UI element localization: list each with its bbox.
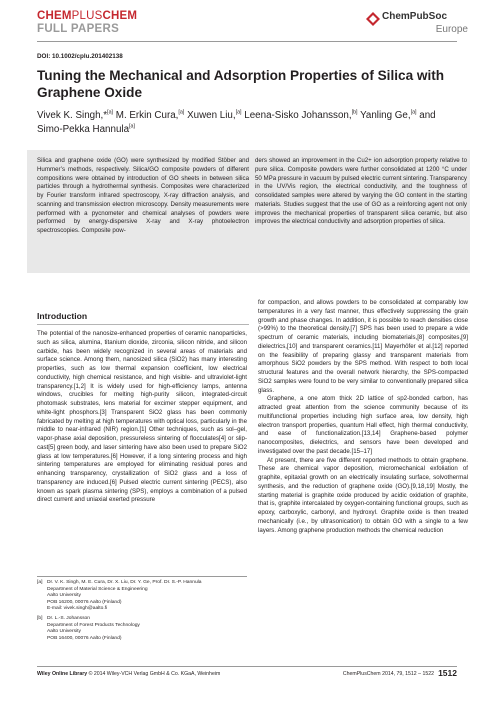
intro-paragraph-1: The potential of the nanosize-enhanced properties of ceramic nanoparticles, such as silica, alumina, titanium dioxide, zirconia, silicon nitride, and silicon carbide, has been widely recognized in several areas of materials and surface science. Among them, nanosized silica (SiO2) has many interesting properties, such as low thermal expansion coefficient, low electrical conductivity, high chemical resistance, and high visible- and ultraviolet-light transparency.[1,2] It is widely used for high-efficiency lamps, antenna windows, crucibles for melting high-purity silicon, integrated-circuit photomask substrates, lens material for excimer stepper equipment, and white-light phosphors.[3] Transparent SiO2 glass has been commonly fabricated by melting at high temperatures with optical loss, particularly in the middle to near-infrared (NIR) region.[1] Other techniques, such as sol–gel, vapor-phase axial deposition, pressureless sintering of flocculates[4] or slip-cast[5] green body, and laser sintering have also been used to prepare SiO2 glass at low temperatures.[6] However, if a long sintering process and high sintering temperatures are employed for eliminating residual pores and enhancing transparency, crystallization of SiO2 glass and a loss of transparency are induced.[6] Pulsed electric current sintering (PECS), also known as spark plasma sintering (SPS), employs a combination of a pulsed direct current and uniaxial exerted pressure xyxy=(37,330,247,504)
section-heading-introduction: Introduction xyxy=(37,311,88,321)
section-label: FULL PAPERS xyxy=(37,23,120,35)
affiliation-line: Aalto University xyxy=(47,629,81,634)
chempubsoc-logo-icon xyxy=(366,12,380,26)
journal-brand xyxy=(37,10,137,22)
brand-post: CHEM xyxy=(102,10,138,22)
footer-left xyxy=(37,671,220,677)
affiliation-line: Department of Material Science & Engineering xyxy=(47,586,148,592)
intro-paragraph-2: for compaction, and allows powders to be consolidated at comparably low temperatures in a very fast manner, thus effectively suppressing the grain growth and phase changes. In addition, it is possible to reach densities close (>99%) to the theoretical density.[7] SPS has been used to prepare a wide spectrum of ceramic materials, including biomaterials,[8] composites,[9] dielectrics,[10] and transparent ceramics.[11] Mayerhöfer et al.[12] reported on the feasibility of preparing glassy and transparent materials from amorphous SiO2 powders by the SPS method. With respect to both local structural features and the overall network hierarchy, the SPS-compacted SiO2 samples were found to be very similar to conventionally prepared silica glass. xyxy=(258,299,468,394)
affiliation-tag: [b] xyxy=(37,616,43,621)
brand-pre: CHEM xyxy=(37,10,72,22)
publisher-logo xyxy=(366,11,470,43)
abstract-col-1: Silica and graphene oxide (GO) were synthesized by modified Stöber and Hummer’s methods, respectively. Silica/GO composite powders of different compositions were obtained by introduction of GO sheets in between silica particles through a hydrothermal synthesis. Composites were characterized by Fourier transform infrared spectroscopy, X-ray diffraction analysis, and scanning and transmission electron microscopy. Density measurements were performed with a pycnometer and chemical analyses of powders were performed by energy-dispersive X-ray and X-ray photoelectron spectroscopies. Composite pow- xyxy=(37,157,249,234)
authors-line-1: Vivek K. Singh,*[a] M. Erkin Cura,[a] Xuwen Liu,[a] Leena-Sisko Johansson,[b] Yanling Ge,[a] and xyxy=(37,109,436,121)
footer-rule xyxy=(37,666,457,667)
publisher-name: ChemPubSoc xyxy=(382,11,448,22)
affiliation-line: Dr. L.-S. Johansson xyxy=(47,616,90,621)
affiliation-b xyxy=(37,616,247,642)
abstract-box xyxy=(27,150,470,273)
affiliation-line: POB 16400, 00076 Aalto (Finland) xyxy=(47,635,122,641)
affiliation-line: Department of Forest Products Technology xyxy=(47,622,140,628)
affiliation-tag: [a] xyxy=(37,580,43,585)
doi: DOI: 10.1002/cplu.201402138 xyxy=(37,53,123,60)
header-rule xyxy=(37,41,457,42)
publisher-sub: Europe xyxy=(435,24,468,35)
body-column-right xyxy=(258,299,468,535)
footer-citation: ChemPlusChem 2014, 79, 1512 – 1522 xyxy=(342,671,434,677)
footer-copyright: © 2014 Wiley-VCH Verlag GmbH & Co. KGaA, Weinheim xyxy=(87,671,221,677)
authors-line-2: Simo-Pekka Hannula[a] xyxy=(37,123,136,135)
article-title: Tuning the Mechanical and Adsorption Properties of Silica with Graphene Oxide xyxy=(37,68,445,100)
affiliation-a xyxy=(37,580,247,613)
affiliation-line: Dr. V. K. Singh, M. E. Cura, Dr. X. Liu, Dr. Y. Ge, Prof. Dr. S.-P. Hannula xyxy=(47,580,202,585)
abstract-col-2: ders showed an improvement in the Cu2+ ion adsorption property relative to pure silica. Composite powders were further consolidated at 1200 °C under 50 MPa pressure in vacuum by pulsed electric current sintering. Transparency in the UV/Vis region, the electrical conductivity, and the toughness of consolidated samples were altered by varying the GO content in the starting materials. Studies suggest that the use of GO as a reinforcing agent not only improves the mechanical properties of transparent silica ceramic, but also improves the electrical conductivity and adsorption properties of silica. xyxy=(255,157,467,226)
footer-library-link[interactable]: Wiley Online Library xyxy=(37,671,88,677)
section-rule xyxy=(37,324,249,325)
brand-plus: PLUS xyxy=(71,10,103,22)
footnote-rule xyxy=(37,576,247,577)
affiliation-line: POB 16200, 00076 Aalto (Finland) xyxy=(47,599,122,605)
body-column-left xyxy=(37,330,247,505)
authors xyxy=(37,109,462,137)
affiliation-email[interactable]: E-mail: vivek.singh@aalto.fi xyxy=(47,606,108,611)
page-number: 1512 xyxy=(438,668,457,678)
intro-paragraph-3: Graphene, a one atom thick 2D lattice of sp2-bonded carbon, has attracted great attention from the science community because of its multifunctional properties including high surface area, low density, high electron transport properties, quantum Hall effect, high thermal conductivity, and ease of functionalization.[13,14] Graphene-based polymer nanocomposites, dielectrics, and sensors have been developed and investigated over the past decade.[15–17] xyxy=(258,395,468,455)
intro-paragraph-4: At present, there are five different reported methods to obtain graphene. These are chemical vapor deposition, micromechanical exfoliation of graphite, epitaxial growth on an electrically insulating surface, solvothermal synthesis, and the reduction of graphene oxide (GO).[9,18,19] Mostly, the starting material is graphite oxide produced by acidic oxidation of graphite, that is, graphite intercalated by oxygen-containing functional groups, such as epoxy, carboxylic, carbonyl, and hydroxyl. Graphite oxide is then treated mechanically (i.e., by ultrasonication) to obtain GO with a single to a few layers. Among graphene production methods the chemical reduction xyxy=(258,456,468,534)
affiliation-line: Aalto University xyxy=(47,593,81,598)
